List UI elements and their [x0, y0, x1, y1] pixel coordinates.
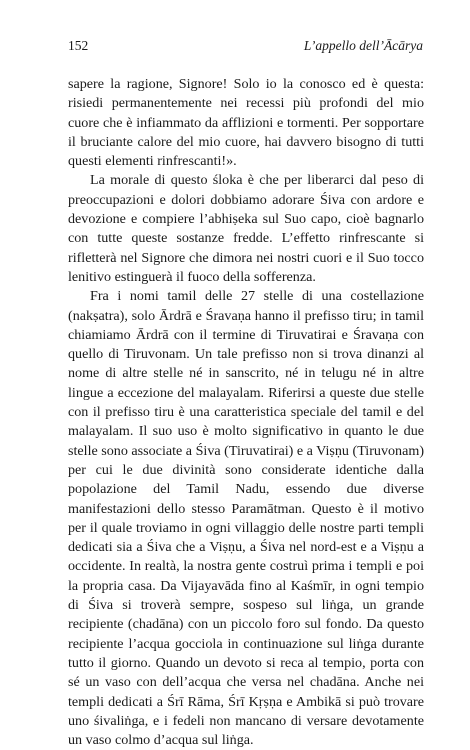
- paragraph-tamil-stars: Fra i nomi tamil delle 27 stelle di una costellazione (nakṣatra), solo Ārdrā e Śravaṇa hanno il prefisso tiru; in tamil chiamiamo Ārdrā con il termine di Tiruvatirai e Śravaṇa con quello di Tiruvonam. Un tale prefisso non si trova dinanzi al nome di altre stelle né in sanscrito, né in telugu né in altre lingue a eccezione del malayalam. Riferirsi a queste due stelle con il prefisso tiru è una caratteristica speciale del tamil e del malayalam. Il suo uso è molto significativo in quanto le due stelle sono associate a Śiva (Tiruvatirai) e a Viṣṇu (Tiruvonam) per cui le due divinità sono considerate identiche dalla popolazione del Tamil Nadu, essendo due diverse manifestazioni dello stesso Paramātman. Questo è il motivo per il quale troviamo in ogni villaggio delle nostre parti templi dedicati sia a Śiva che a Viṣṇu, a Śiva nel nord-est e a Viṣṇu a occidente. In realtà, la nostra gente costruì prima i templi e poi la propria casa. Da Vijayavāda fino al Kaśmīr, in ogni tempio di Śiva si troverà sempre, sospeso sul liṅga, un grande recipiente (chadāna) con un piccolo foro sul fondo. Da questo recipiente l’acqua gocciola in continuazione sul liṅga durante tutto il giorno. Quando un devoto si reca al tempio, porta con sé un vaso con dell’acqua che versa nel chadāna. Anche nei templi dedicati a Śrī Rāma, Śrī Kṛṣṇa e Ambikā si può trovare uno śivaliṅga, e i fedeli non mancano di versare devotamente un vaso colmo d’acqua sul liṅga.: [68, 288, 425, 749]
- page-number: 152: [68, 38, 89, 53]
- running-head: [68, 38, 423, 56]
- body-text: [68, 75, 424, 750]
- paragraph-sloka-moral: La morale di questo śloka è che per liberarci dal peso di preoccupazioni e dolori dobbiamo adorare Śiva con ardore e devozione e compiere l’abhiṣeka sul Suo capo, cioè bagnarlo con tutte queste sostanze fredde. L’effetto rinfrescante si rifletterà nel Signore che dimora nei nostri cuori e il Suo tocco lenitivo estinguerà il fuoco della sofferenza.: [68, 172, 424, 285]
- paragraph-continuation: sapere la ragione, Signore! Solo io la conosco ed è questa: risiedi permanentemente nei recessi più profondi del mio cuore che è infiammato da afflizioni e tormenti. Per sopportare il bruciante calore del mio cuore, hai davvero bisogno di tutti questi elementi rinfrescanti!».: [68, 76, 424, 170]
- running-title: L’appello dell’Ācārya: [303, 38, 423, 53]
